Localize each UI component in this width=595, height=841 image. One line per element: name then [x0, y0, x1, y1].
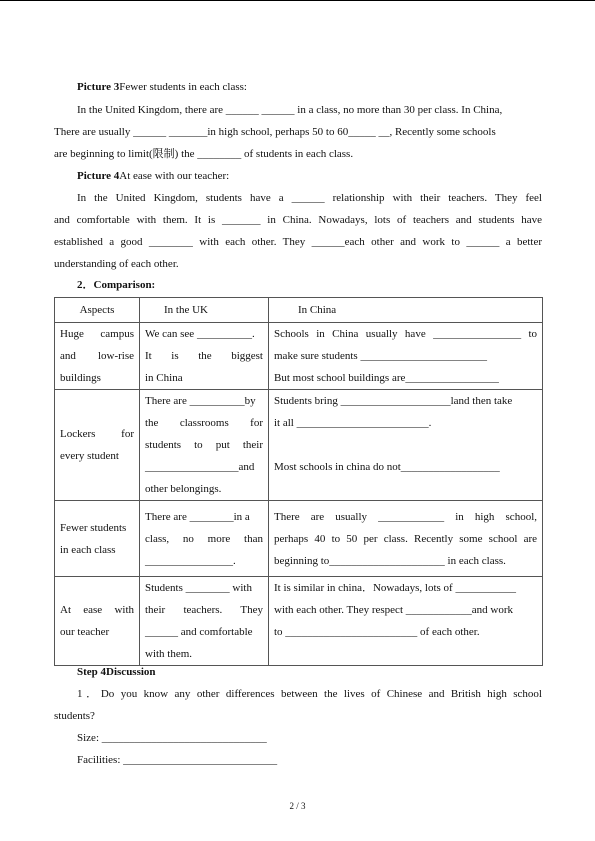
uk-cell [140, 323, 269, 390]
china-line: make sure students _______________________ [274, 350, 487, 362]
picture4-line3: established a good ________ with each other. They ______each other and work to ______ a better [54, 236, 542, 248]
table-row [55, 501, 543, 577]
china-line: with each other. They respect ____________and work [274, 604, 513, 616]
picture3-heading: Picture 3 [77, 81, 120, 93]
table-row [55, 577, 543, 666]
uk-line: other belongings. [145, 483, 222, 495]
china-line: perhaps 40 to 50 per class. Recently some school are [274, 532, 537, 545]
china-line [274, 434, 537, 456]
picture4-title-line [54, 165, 542, 187]
picture3-title-line [54, 76, 542, 98]
uk-line: the classrooms for [145, 417, 263, 429]
page-number: 2 / 3 [289, 801, 306, 811]
picture3-line2: There are usually ______ _______in high school, perhaps 50 to 60_____ __, Recently some schools [54, 126, 496, 138]
comparison-heading: 2．Comparison: [77, 279, 156, 291]
aspect-line: and low-rise [60, 350, 134, 362]
china-line: Schools in China usually have ________________ to [274, 328, 537, 340]
aspect-cell [55, 390, 140, 501]
table-row [55, 390, 543, 501]
header-china: In China [269, 298, 543, 323]
uk-line: ______ and comfortable [145, 626, 253, 638]
china-line: beginning to_____________________ in each class. [274, 554, 506, 567]
uk-line: There are ________in a [145, 510, 250, 523]
aspect-line: Huge campus [60, 328, 134, 340]
uk-line: class, no more than [145, 532, 263, 545]
picture4-line2: and comfortable with them. It is _______ in China. Nowadays, lots of teachers and students have [54, 214, 542, 226]
china-line: Most schools in china do not__________________ [274, 461, 500, 473]
aspect-line: Fewer students [60, 521, 127, 534]
size-answer-line: Size: ______________________________ [77, 732, 267, 744]
aspect-cell [55, 577, 140, 666]
uk-line: students to put their [145, 439, 263, 451]
uk-line: in China [145, 372, 183, 384]
china-cell [269, 390, 543, 501]
uk-cell [140, 390, 269, 501]
step4-question-line2: students? [54, 710, 95, 722]
aspect-line: every student [60, 450, 119, 462]
top-rule [0, 0, 595, 1]
uk-line: There are __________by [145, 395, 256, 407]
uk-line: with them. [145, 648, 193, 660]
aspect-line: our teacher [60, 626, 110, 638]
header-uk: In the UK [140, 298, 269, 323]
uk-line: Students ________ with [145, 582, 252, 594]
table-header-row [55, 298, 543, 323]
header-aspects: Aspects [55, 298, 140, 323]
aspect-cell [55, 501, 140, 577]
china-cell [269, 577, 543, 666]
aspect-line: At ease with [60, 604, 134, 616]
picture4-heading: Picture 4 [77, 170, 120, 182]
picture3-line3: are beginning to limit(限制) the ________ of students in each class. [54, 148, 354, 160]
uk-cell [140, 501, 269, 577]
table-row [55, 323, 543, 390]
uk-line: ________________. [145, 554, 236, 567]
picture4-line1: In the United Kingdom, students have a ______ relationship with their teachers. They feel [77, 192, 542, 204]
picture3-title: Fewer students in each class: [119, 81, 247, 93]
china-line: But most school buildings are_________________ [274, 372, 499, 384]
china-cell [269, 323, 543, 390]
picture4-line4: understanding of each other. [54, 258, 179, 270]
picture4-title: At ease with our teacher: [119, 170, 230, 182]
uk-line: It is the biggest [145, 350, 263, 362]
uk-cell [140, 577, 269, 666]
china-line: Students bring ____________________land then take [274, 395, 513, 407]
china-cell [269, 501, 543, 577]
aspect-cell [55, 323, 140, 390]
aspect-line: Lockers for [60, 428, 134, 440]
aspect-line: buildings [60, 372, 101, 384]
picture3-line1: In the United Kingdom, there are ______ ______ in a class, no more than 30 per class. In China, [77, 104, 503, 116]
step4-question-line1: 1．Do you know any other differences between the lives of Chinese and British high school [77, 688, 542, 700]
aspect-line: in each class [60, 543, 116, 556]
uk-line: _________________and [145, 461, 255, 473]
china-line: It is similar in china．Nowadays, lots of ___________ [274, 582, 516, 594]
comparison-table [54, 297, 543, 666]
china-line: to ________________________ of each other. [274, 626, 480, 638]
facilities-answer-line: Facilities: ____________________________ [77, 754, 278, 766]
uk-line: We can see __________. [145, 328, 255, 340]
china-line: it all ________________________. [274, 417, 432, 429]
uk-line: their teachers. They [145, 604, 263, 616]
china-line: There are usually ____________ in high school, [274, 510, 537, 523]
step4-heading: Step 4Discussion [77, 666, 156, 678]
